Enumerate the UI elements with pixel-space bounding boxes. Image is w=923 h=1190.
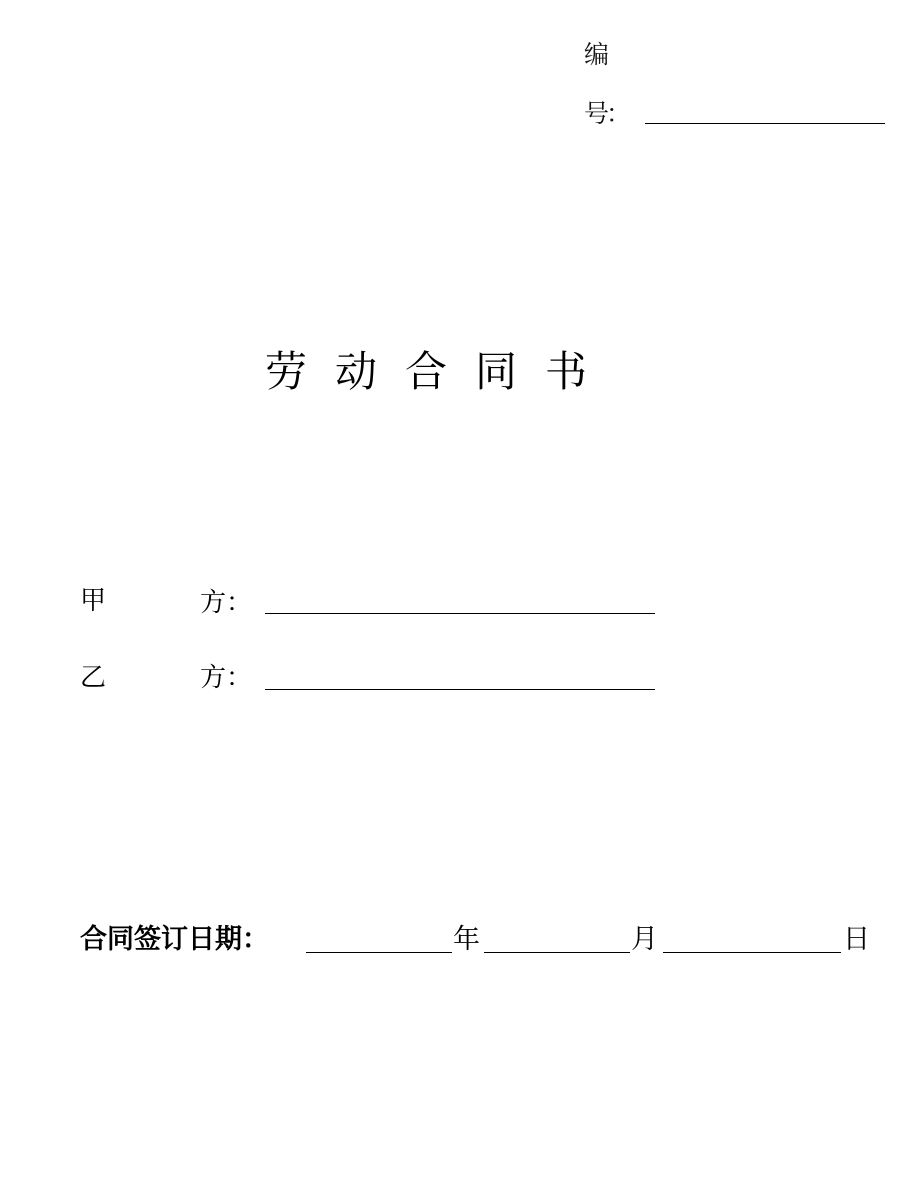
signing-month-field[interactable] [484,952,630,953]
party-a-field[interactable] [265,613,655,614]
party-b-label-char-2: 方 [200,663,227,693]
signing-month-unit: 月 [631,924,658,955]
party-a-label-char-2: 方 [200,588,227,618]
party-b-field[interactable] [265,689,655,690]
contract-number-field[interactable] [645,123,885,124]
party-b-colon: ： [226,663,253,693]
signing-day-field[interactable] [663,952,841,953]
signing-day-unit: 日 [843,924,870,955]
party-a-label-char-1: 甲 [80,586,107,616]
party-b-label-char-1: 乙 [80,663,107,693]
signing-date-label: 合同签订日期： [80,924,269,955]
document-title: 劳动合同书 [264,347,615,396]
signing-year-field[interactable] [306,952,452,953]
signing-year-unit: 年 [453,924,480,955]
contract-number-label-char-2: 号 [584,99,610,128]
contract-number-label-char-1: 编 [584,40,610,69]
party-a-colon: ： [226,588,253,618]
contract-number-colon: ： [606,99,632,128]
